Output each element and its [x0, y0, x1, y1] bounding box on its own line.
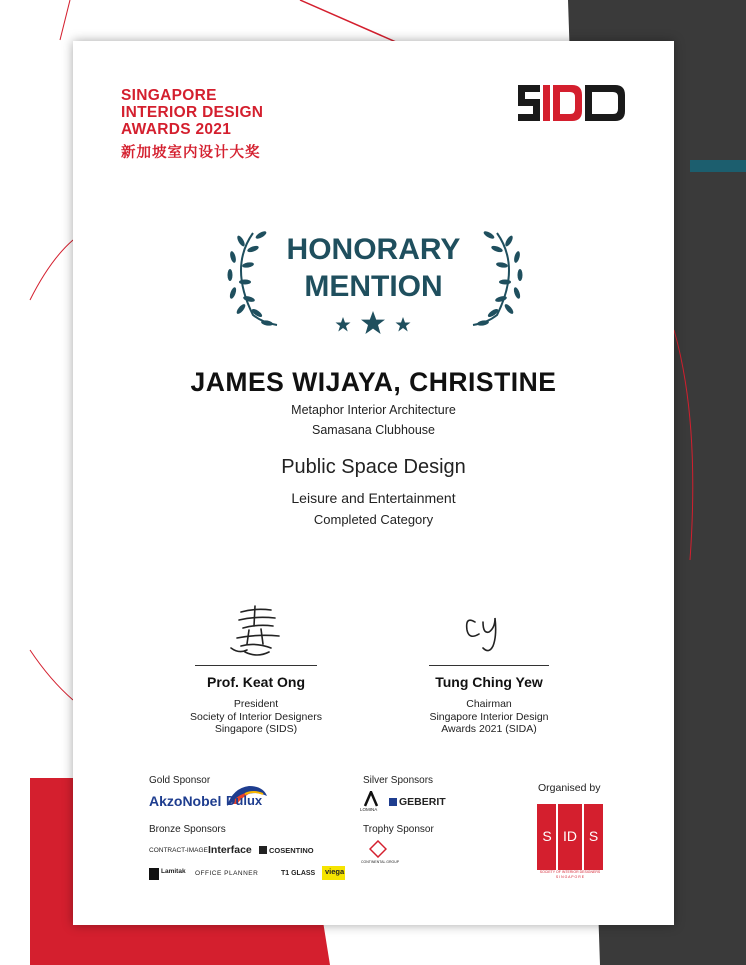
cosentino-icon	[259, 846, 267, 854]
t1-glass-logo: T1 GLASS	[281, 870, 316, 877]
signatory-role: Chairman Singapore Interior Design Awards 2021 (SIDA)	[429, 698, 549, 735]
gold-sponsor-label: Gold Sponsor	[149, 775, 211, 786]
interface-logo: Interface	[208, 844, 252, 856]
silver-sponsors-label: Silver Sponsors	[363, 775, 434, 786]
geberit-logo: GEBERIT	[399, 796, 446, 808]
lamitak-logo: Lamitak	[161, 868, 186, 875]
continental-group-logo: CONTINENTAL GROUP	[361, 860, 400, 864]
certificate	[73, 41, 674, 925]
organised-by-label: Organised by	[538, 782, 601, 794]
signature-line	[195, 665, 317, 666]
subcategory-name: Leisure and Entertainment	[291, 490, 456, 506]
cosentino-logo: COSENTINO	[269, 846, 314, 855]
recipient-name: JAMES WIJAYA, CHRISTINE	[190, 367, 557, 397]
geberit-icon	[389, 798, 397, 806]
sids-logo-letter: S	[542, 828, 552, 844]
trophy-sponsor-label: Trophy Sponsor	[363, 824, 434, 835]
viega-logo: viega	[325, 867, 345, 876]
signature-tung-ching-yew	[457, 604, 521, 656]
organizer-name: SINGAPORE INTERIOR DESIGN AWARDS 2021	[121, 87, 264, 138]
dulux-logo: Dulux	[226, 793, 263, 808]
signatory-name: Prof. Keat Ong	[206, 674, 305, 690]
category-status: Completed Category	[313, 512, 434, 527]
lomina-logo-icon	[363, 791, 379, 807]
signatory-role: President Society of Interior Designers Singapore (SIDS)	[190, 698, 322, 735]
organizer-name-chinese: 新加坡室内设计大奖	[121, 145, 261, 161]
signatory-name: Tung Ching Yew	[435, 674, 543, 690]
stars-icon	[328, 310, 418, 336]
project-name: Samasana Clubhouse	[312, 423, 435, 437]
signature-line	[429, 665, 549, 666]
akzonobel-logo: AkzoNobel	[149, 793, 222, 809]
category-name: Public Space Design	[281, 456, 466, 478]
contract-image-logo: CONTRACT-IMAGE	[149, 847, 208, 854]
sids-tagline: SOCIETY OF INTERIOR DESIGNERS S I N G A P O R E	[539, 870, 601, 879]
recipient-firm: Metaphor Interior Architecture	[291, 403, 456, 417]
lomina-logo: LOMINA	[360, 807, 378, 812]
sida-logo	[514, 81, 630, 125]
sids-logo-letter: ID	[563, 828, 577, 844]
office-planner-logo: OFFICE PLANNER	[195, 870, 259, 877]
signature-keat-ong	[221, 604, 291, 660]
lamitak-icon	[149, 868, 159, 880]
bronze-sponsors-label: Bronze Sponsors	[149, 824, 226, 835]
award-title: HONORARY MENTION	[286, 233, 461, 303]
continental-group-logo-icon	[369, 840, 387, 858]
sids-logo-letter: S	[588, 828, 599, 844]
